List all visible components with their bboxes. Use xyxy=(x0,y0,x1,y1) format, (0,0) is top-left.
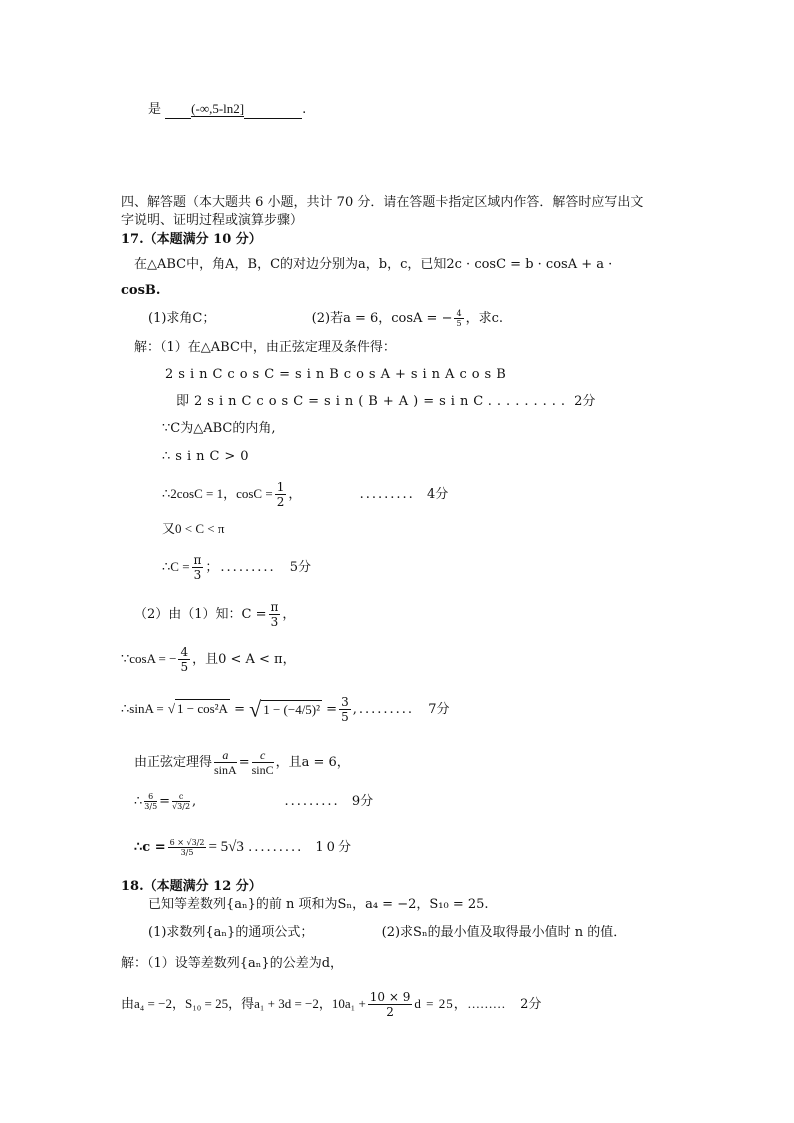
q17-p2l4-fraction2: $\frac{c}{\sin C}$ xyxy=(251,748,274,777)
answer-blank-right xyxy=(244,104,302,119)
q18-stem: 已知等差数列{aₙ}的前 n 项和为Sₙ，a₄ = −2，S₁₀ = 25. xyxy=(148,897,489,912)
q17-p2l6-dots: ......... xyxy=(248,840,304,855)
q17-part2-line2 xyxy=(121,645,296,674)
q17-solution-line6: 又0 < C < π xyxy=(162,521,225,536)
q18-sol2-fraction: $\frac{10 \times 9}{2}$ xyxy=(369,990,411,1019)
answer-blank-left xyxy=(165,104,191,119)
q17-sol2-score: 2分 xyxy=(574,394,596,409)
q17-part1: (1)求角C； xyxy=(148,311,216,326)
q17-p2l3-text: ∴sinA = xyxy=(121,701,164,716)
q18-sol2-score: 2分 xyxy=(520,997,542,1012)
fill-answer: (-∞,5-ln2] xyxy=(191,101,245,116)
q17-p2l3-fraction: $\frac{3}{5}$ xyxy=(341,695,349,724)
q17-part2-pre: (2)若a = 6，cosA = − xyxy=(311,311,453,326)
q17-solution-line4: ∴sinC>0 xyxy=(162,449,254,464)
q17-solution-intro: 解：（1）在△ABC中，由正弦定理及条件得： xyxy=(134,340,396,355)
q17-p2l1-text: （2）由（1）知：C = xyxy=(134,607,267,622)
q17-p2l4-text: 由正弦定理得 xyxy=(134,755,213,770)
q17-p2l1-end: ， xyxy=(282,607,296,622)
q17-part2-line4 xyxy=(134,748,350,777)
section-heading-line1: 四、解答题（本大题共 6 小题，共计 70 分．请在答题卡指定区域内作答．解答时应写出文 xyxy=(121,195,644,210)
q17-solution-line3: ∵C为△ABC的内角, xyxy=(162,421,276,436)
q17-solution-line2 xyxy=(176,393,595,411)
q17-p2l2-text: ∵cosA = − xyxy=(121,651,177,666)
q18-solution-line2 xyxy=(121,990,541,1019)
q17-sol5-dots: ......... xyxy=(359,487,415,502)
q18-part1: (1)求数列{aₙ}的通项公式； xyxy=(148,925,314,940)
q17-p2l3-sqrt2: 1 − (−4/5)² xyxy=(263,702,321,717)
q17-sol5-fraction: $\frac{1}{2}$ xyxy=(276,480,285,509)
q17-sol5-score: 4分 xyxy=(426,487,449,502)
q17-p2l5-score: 9分 xyxy=(351,794,374,809)
q18-sol2-text: 由a₄ = −2，S₁₀ = 25，得a₁ + 3d = −2，10a₁ + xyxy=(121,996,366,1011)
q17-p2l6-score: 10分 xyxy=(315,840,354,855)
q17-solution-line7 xyxy=(162,553,311,582)
q17-p2l3-score: 7分 xyxy=(428,702,450,717)
q17-parts xyxy=(148,309,503,328)
q17-p2l5-fraction1: $\frac{6}{3/5}$ xyxy=(144,792,158,811)
q17-p2l5-therefore: ∴ xyxy=(134,794,143,809)
q17-sol7-score: 5分 xyxy=(289,560,312,575)
q17-stem-line2: cosB. xyxy=(121,283,161,298)
q17-p2l4-fraction1: $\frac{a}{\sin A}$ xyxy=(214,748,237,777)
q17-part2-line1 xyxy=(134,600,295,629)
q17-stem-line1: 在△ABC中，角A，B，C的对边分别为a，b，c，已知2c · cosC = b · cosA + a · xyxy=(134,257,613,272)
q17-p2l2-fraction: $\frac{4}{5}$ xyxy=(180,645,189,674)
q17-sol7-text: ∴C = xyxy=(162,559,190,574)
q17-sol7-dots: ；......... xyxy=(205,560,276,575)
q18-part2: (2)求Sₙ的最小值及取得最小值时 n 的值． xyxy=(381,925,627,940)
q17-p2l6-text: ∴c = xyxy=(134,840,166,855)
q17-sol5-text: ∴2cosC = 1，cosC = xyxy=(162,486,273,501)
q17-part2-line6 xyxy=(134,838,354,857)
q17-p2l4-end: ，且a = 6， xyxy=(275,755,350,770)
q17-sol5-end: ， xyxy=(288,487,302,502)
q17-p2l5-fraction2: $\frac{c}{√3/2}$ xyxy=(172,792,191,811)
q17-solution-line1: 2sinCcosC=sinBcosA+sinAcosB xyxy=(165,367,511,382)
fill-answer-line: 是 (-∞,5-ln2] . xyxy=(148,101,307,117)
q17-sol2-text: 即2sinCcosC=sin(B+A)=sinC......... xyxy=(176,394,570,409)
q17-solution-line5 xyxy=(162,480,448,509)
q17-p2l3-dots: ,......... xyxy=(352,702,415,717)
fill-prefix: 是 xyxy=(148,102,162,117)
q17-p2l3-sqrt1: 1 − cos²A xyxy=(176,701,228,716)
section-heading-line2: 字说明、证明过程或演算步骤） xyxy=(121,213,304,228)
q17-part2-fraction: $\frac{4}{5}$ xyxy=(456,309,462,328)
q17-p2l2-end: ，且0 < A < π， xyxy=(192,652,296,667)
q18-title: 18.（本题满分 12 分） xyxy=(121,879,262,894)
q18-solution-line1: 解：（1）设等差数列{aₙ}的公差为d， xyxy=(121,956,344,971)
q17-p2l5-end: , xyxy=(192,794,197,809)
q18-sol2-end: d = 25，......... xyxy=(414,996,506,1011)
q17-part2-line5 xyxy=(134,792,373,811)
q17-title: 17.（本题满分 10 分） xyxy=(121,232,262,247)
q17-p2l3-eq: = xyxy=(234,702,245,717)
q17-sol7-fraction: $\frac{\pi}{3}$ xyxy=(193,553,202,582)
q17-part2-post: ，求c. xyxy=(465,311,503,326)
q17-p2l5-eq: = xyxy=(159,794,171,809)
q17-p2l6-fraction: $\frac{6 \times √3/2}{3/5}$ xyxy=(169,838,205,857)
q18-parts xyxy=(148,924,626,942)
q17-p2l6-result: = 5√3 xyxy=(208,839,244,855)
q17-part2-line3: ∴sinA = √ 1 − cos²A = √ 1 − (−4/5)² = $\frac{3}{5}$ ,......... 7分 xyxy=(121,695,450,724)
q17-p2l4-eq: = xyxy=(238,755,250,770)
q17-p2l1-fraction: $\frac{\pi}{3}$ xyxy=(270,600,279,629)
q17-p2l5-dots: ......... xyxy=(284,794,340,809)
